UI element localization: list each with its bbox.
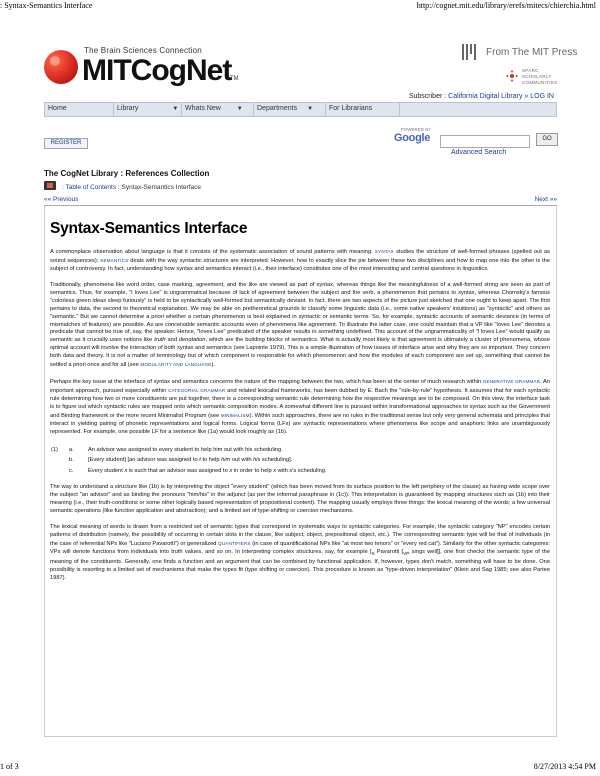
subscriber-prefix: Subscriber : (408, 93, 447, 100)
print-header (0, 1, 600, 13)
nav-departments[interactable] (257, 105, 313, 112)
logo-wordmark: MITCogNet (82, 54, 232, 87)
paragraph-2: Traditionally, phenomena like word order, case marking, agreement, and the like are viewed as part of syntax, whereas things like the meaningfulness of a well-formed string are seen as part of semantics. Thus, for example, "I loves Lee" is ungrammatical because of lack of agreement between the subject and the verb, a phenomenon that pertains to syntax, whereas Chomsky's famous "colorless green ideas sleep furiously" is held to be syntactically well-formed but semantically deviant. In fact, there are two aspects of the picture just sketched that one ought to keep apart. The first pertains to data, the second to theoretical explanation. We may be able on pretheoretical grounds to classify some linguistic data (i.e., some native speakers' intuitions) as "syntactic" and others as "semantic." But we cannot determine a priori whether a certain phenomenon is best explained in syntactic or semantic terms. So, for example, syntactic accounts of semantic deviance (in terms of mismatches of features) are possible. As are conceivable semantic accounts even of phenomena like agreement. To illustrate the latter case, one could maintain that a VP like "loves Lee" denotes a predicate that cannot be true of, say, the speaker. Hence, "loves Lee" predicated of the speaker results in something undefined. This account of the ungrammaticality of "I loves Lee" would qualify as semantic as it crucially uses notions like truth and denotation, which are the building blocks of semantics. What is actually most likely is that agreement is ultimately a cluster of phenomena, whose optimal account will involve the interaction of both syntax and semantics (see Lapointe 1979). This is a simple illustration of how issues of interface arise and why they are so important. They concern both data and theory. It is not a matter of terminology but of which component is responsible for which phenomenon and how the modules of each component are set up, something that cannot be settled a priori once and for all (see MODULARITY AND LANGUAGE). (50, 281, 551, 369)
go-button[interactable]: GO (536, 133, 558, 146)
pager (44, 196, 557, 203)
previous-link[interactable]: «« Previous (44, 196, 79, 203)
nav-whats-new[interactable] (185, 105, 243, 112)
minimalism-link[interactable]: MINIMALISM (220, 412, 250, 418)
mit-bars-icon (462, 44, 478, 60)
login-link[interactable]: » LOG IN (524, 93, 554, 100)
register-button[interactable]: REGISTER (44, 138, 88, 149)
print-footer (0, 762, 600, 774)
nav-for-librarians[interactable]: For Librarians (329, 105, 373, 112)
book-icon (44, 181, 56, 190)
article-body (50, 248, 550, 591)
google-badge (394, 127, 438, 153)
print-timestamp: 8/27/2013 4:54 PM (533, 762, 596, 771)
google-icon: Google (394, 132, 431, 144)
nav-departments-label: Departments (257, 105, 298, 112)
sparc-star-icon (506, 70, 518, 82)
example-a: (1) a. An advisor was assigned to every student to help him out with his scheduling. (51, 446, 283, 453)
generative-grammar-link[interactable]: GENERATIVE GRAMMAR (482, 379, 541, 385)
nav-library-label: Library (117, 105, 139, 112)
advanced-search-link[interactable]: Advanced Search (451, 149, 507, 156)
mit-press-label: From The MIT Press (486, 47, 578, 58)
caret-down-icon: ▼ (172, 106, 179, 112)
caret-down-icon: ▼ (307, 106, 314, 112)
page-count: 1 of 3 (0, 762, 19, 771)
subscriber-institution-link[interactable]: California Digital Library (448, 93, 523, 100)
library-title: The CogNet Library : References Collection (44, 169, 210, 178)
subscriber-line (409, 93, 554, 100)
nav-library[interactable] (117, 105, 178, 112)
quantifiers-link[interactable]: QUANTIFIERS (218, 540, 251, 546)
mitcognet-logo[interactable] (44, 46, 264, 88)
google-powered-by: POWERED BY (400, 127, 432, 132)
sparc-line-2: SCHOLARLY (522, 74, 552, 79)
next-link[interactable]: Next »» (534, 196, 557, 203)
paragraph-1: A commonplace observation about language is that it consists of the systematic association of sound patterns with meaning. SYNTAX studies the structure of well-formed phrases (spelled out as sound sequences); SEMANTICS deals with the way syntactic structures are interpreted. However, how to exactly slice the pie between these two disciplines and how to map one into the other is the subject of controversy. In fact, understanding how syntax and semantics interact (i.e., their interface) constitutes one of the most interesting and central questions in linguistics. (50, 249, 550, 272)
toc-link[interactable]: : Table of Contents (62, 184, 117, 191)
brain-logo-icon (44, 50, 78, 84)
syntax-link[interactable]: SYNTAX (374, 249, 394, 254)
paragraph-5: The lexical meaning of words is drawn from a restricted set of semantic types that correspond in systematic ways to syntactic categories. For example, the syntactic category "NP" encodes certain patterns of distribution (namely, the possibility of occurring in certain slots in the clause, like subject, object, prepositional object, etc.). The corresponding semantic type will be that of individuals (in the case of referential NPs like "Luciano Pavarotti") or generalized QUANTIFIERS (in case of quantificational NPs like "at most two tenors" or "every red cat"). Similarly for the other syntactic categories: VPs will denote functions from individuals into truth values, and so on. In interpreting complex structures, say, for example [$_S$ Pavarotti [$_{VP}$ sings well]], one first checks the semantic type of the meaning of the constituents. Generally, one finds a function and an argument that can be combined by functional application. If, however, types don't match, something will have to be done. One possibility is resorting to a limited set of mechanisms that make the types fit (type shifting or coercion). This procedure is known as "type-driven interpretation" (Klein and Sag 1985; see also Partee 1987). (50, 524, 550, 581)
nav-home[interactable]: Home (48, 105, 67, 112)
semantics-link[interactable]: SEMANTICS (100, 257, 129, 263)
paragraph-4: The way to understand a structure like (1b) is by interpreting the object "every student" (which has been moved from its surface position to the left periphery of the clause) as having wide scope over the subject "an advisor" and as binding the pronouns "him/his" in the adjunct (as per the informal paraphrase in (1c)). This interpretation is guaranteed by mapping structures such as (1b) into their meaning (i.e., their truth-conditions or some other logically based representation of propositional content). The mapping usually employs three things: the lexical meaning of the words; a few universal semantic operations (like function application and abstraction); and a limited set of type-shifting or coercion mechanisms. (50, 484, 550, 515)
example-list (50, 445, 550, 477)
logo-tagline: The Brain Sciences Connection (84, 46, 202, 55)
modularity-link[interactable]: MODULARITY AND LANGUAGE (140, 362, 212, 368)
print-header-title: : Syntax-Semantics Interface (0, 1, 93, 10)
print-header-url: http://cognet.mit.edu/library/erefs/mitecs/chierchia.html (416, 1, 596, 10)
example-b: b. [Every student] [an advisor was assigned to t to help him out with his scheduling]. (69, 457, 293, 464)
breadcrumb-current: : Syntax-Semantics Interface (116, 184, 201, 191)
paragraph-3: Perhaps the key issue at the interface of syntax and semantics concerns the nature of the mapping between the two, which has been at the center of much research within GENERATIVE GRAMMAR. An important approach, pursued especially within CATEGORIAL GRAMMAR and related lexicalist frameworks, has been dubbed by E. Bach the "rule-by-rule" hypothesis. It assumes that for each syntactic rule determining how two or more constituents are put together, there is a corresponding semantic rule determining how the respective meanings are to be composed. On this view, the interface task is to figure out which syntactic rules are mapped onto which semantic composition modes. A somewhat different line is pursued within transformational approaches to syntax such as the Government and Binding framework or the more recent Minimalist Program (see MINIMALISM). Within such approaches, there are no rules in the traditional sense but only very general schemata and principles that interact in yielding pairing of phonetic representations and logical forms. Logical forms (LFs) are syntactic representations where phenomena like scope and anaphoric links are unambiguously represented. For example, one possible LF for a sentence like (1a) would look roughly as (1b). (50, 379, 550, 435)
example-c: c. Every student x is such that an advisor was assigned to x in order to help x with x's scheduling. (69, 467, 327, 474)
categorial-grammar-link[interactable]: CATEGORIAL GRAMMAR (168, 388, 226, 394)
sparc-line-1: SPARC (522, 68, 539, 73)
main-nav (44, 102, 557, 117)
sparc-logo (506, 66, 556, 90)
search-input[interactable] (440, 135, 530, 148)
article-title: Syntax-Semantics Interface (50, 220, 248, 237)
nav-whats-new-label: Whats New (185, 105, 221, 112)
article-panel (44, 206, 557, 737)
sparc-line-3: COMMUNITIES (522, 80, 558, 85)
breadcrumb (44, 181, 201, 193)
logo-trademark: TM (230, 76, 239, 82)
caret-down-icon: ▼ (236, 106, 243, 112)
